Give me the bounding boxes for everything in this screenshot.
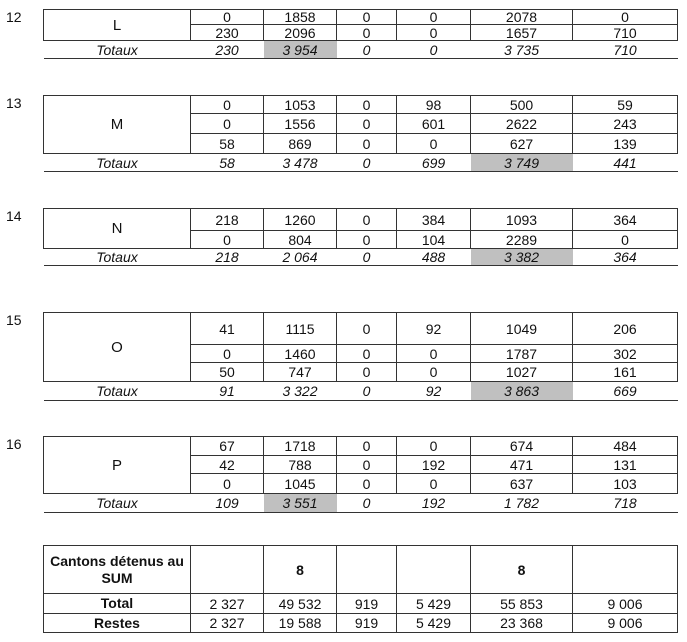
highlighted-total-cell: 3 863 xyxy=(471,382,573,401)
value-cell: 218 xyxy=(191,209,264,231)
totals-label: Totaux xyxy=(44,382,191,401)
total-cell: 364 xyxy=(573,249,678,266)
block-letter: N xyxy=(44,209,191,249)
total-cell: 0 xyxy=(337,494,397,513)
block-number: 15 xyxy=(6,312,22,328)
restes-value-cell: 9 006 xyxy=(573,614,678,633)
value-cell: 139 xyxy=(573,134,678,154)
value-cell: 1045 xyxy=(264,474,337,494)
value-cell: 869 xyxy=(264,134,337,154)
value-cell: 302 xyxy=(573,345,678,363)
table-row xyxy=(44,10,678,25)
cantons-row xyxy=(44,546,678,594)
value-cell: 0 xyxy=(573,231,678,249)
block-table xyxy=(43,436,678,513)
restes-value-cell: 2 327 xyxy=(191,614,264,633)
totals-row xyxy=(44,382,678,401)
block-letter: O xyxy=(44,313,191,382)
total-cell: 3 322 xyxy=(264,382,337,401)
row-label: Cantons détenus au SUM xyxy=(44,546,191,594)
value-cell: 0 xyxy=(191,345,264,363)
sum-marker-cell: 8 xyxy=(471,546,573,594)
value-cell: 1260 xyxy=(264,209,337,231)
total-value-cell: 2 327 xyxy=(191,594,264,614)
value-cell: 1787 xyxy=(471,345,573,363)
value-cell: 804 xyxy=(264,231,337,249)
total-cell: 58 xyxy=(191,154,264,172)
highlighted-total-cell: 3 954 xyxy=(264,41,337,59)
value-cell: 2096 xyxy=(264,25,337,41)
total-cell: 0 xyxy=(337,382,397,401)
total-cell: 0 xyxy=(337,41,397,59)
sum-marker-cell xyxy=(337,546,397,594)
value-cell: 0 xyxy=(397,345,471,363)
sum-marker-cell xyxy=(397,546,471,594)
total-row xyxy=(44,594,678,614)
value-cell: 710 xyxy=(573,25,678,41)
block-letter: P xyxy=(44,437,191,494)
restes-value-cell: 23 368 xyxy=(471,614,573,633)
total-cell: 109 xyxy=(191,494,264,513)
value-cell: 0 xyxy=(337,209,397,231)
value-cell: 0 xyxy=(191,474,264,494)
total-cell: 91 xyxy=(191,382,264,401)
value-cell: 674 xyxy=(471,437,573,456)
total-cell: 0 xyxy=(397,41,471,59)
sum-marker-cell xyxy=(573,546,678,594)
value-cell: 1053 xyxy=(264,96,337,114)
table-row xyxy=(44,437,678,456)
value-cell: 0 xyxy=(337,96,397,114)
restes-value-cell: 19 588 xyxy=(264,614,337,633)
total-cell: 230 xyxy=(191,41,264,59)
value-cell: 50 xyxy=(191,363,264,382)
value-cell: 364 xyxy=(573,209,678,231)
value-cell: 0 xyxy=(337,10,397,25)
total-cell: 718 xyxy=(573,494,678,513)
value-cell: 0 xyxy=(337,363,397,382)
value-cell: 1049 xyxy=(471,313,573,345)
value-cell: 0 xyxy=(337,437,397,456)
value-cell: 0 xyxy=(397,134,471,154)
value-cell: 0 xyxy=(337,231,397,249)
value-cell: 59 xyxy=(573,96,678,114)
block-table xyxy=(43,312,678,401)
total-cell: 699 xyxy=(397,154,471,172)
value-cell: 0 xyxy=(337,313,397,345)
value-cell: 0 xyxy=(397,363,471,382)
value-cell: 384 xyxy=(397,209,471,231)
value-cell: 0 xyxy=(191,231,264,249)
total-cell: 441 xyxy=(573,154,678,172)
value-cell: 0 xyxy=(337,345,397,363)
value-cell: 1115 xyxy=(264,313,337,345)
totals-label: Totaux xyxy=(44,41,191,59)
restes-value-cell: 919 xyxy=(337,614,397,633)
total-cell: 3 735 xyxy=(471,41,573,59)
value-cell: 747 xyxy=(264,363,337,382)
value-cell: 1858 xyxy=(264,10,337,25)
block-number: 12 xyxy=(6,9,22,25)
total-cell: 2 064 xyxy=(264,249,337,266)
value-cell: 471 xyxy=(471,456,573,474)
total-cell: 1 782 xyxy=(471,494,573,513)
total-value-cell: 9 006 xyxy=(573,594,678,614)
value-cell: 230 xyxy=(191,25,264,41)
value-cell: 0 xyxy=(337,456,397,474)
block-number: 13 xyxy=(6,95,22,111)
table-row xyxy=(44,96,678,114)
block-number: 14 xyxy=(6,208,22,224)
value-cell: 67 xyxy=(191,437,264,456)
total-cell: 488 xyxy=(397,249,471,266)
value-cell: 2622 xyxy=(471,114,573,134)
value-cell: 1460 xyxy=(264,345,337,363)
block-table xyxy=(43,95,678,172)
value-cell: 0 xyxy=(191,10,264,25)
totals-row xyxy=(44,41,678,59)
total-value-cell: 5 429 xyxy=(397,594,471,614)
table-row xyxy=(44,313,678,345)
totals-row xyxy=(44,249,678,266)
block-letter: M xyxy=(44,96,191,154)
value-cell: 1657 xyxy=(471,25,573,41)
totals-label: Totaux xyxy=(44,249,191,266)
highlighted-total-cell: 3 551 xyxy=(264,494,337,513)
total-cell: 0 xyxy=(337,249,397,266)
value-cell: 0 xyxy=(397,474,471,494)
block-letter: L xyxy=(44,10,191,41)
value-cell: 0 xyxy=(337,134,397,154)
total-value-cell: 49 532 xyxy=(264,594,337,614)
value-cell: 161 xyxy=(573,363,678,382)
highlighted-total-cell: 3 749 xyxy=(471,154,573,172)
value-cell: 42 xyxy=(191,456,264,474)
total-cell: 192 xyxy=(397,494,471,513)
value-cell: 601 xyxy=(397,114,471,134)
value-cell: 1093 xyxy=(471,209,573,231)
table-row xyxy=(44,209,678,231)
value-cell: 2289 xyxy=(471,231,573,249)
block-number: 16 xyxy=(6,436,22,452)
totals-label: Totaux xyxy=(44,154,191,172)
value-cell: 0 xyxy=(397,25,471,41)
value-cell: 500 xyxy=(471,96,573,114)
total-cell: 669 xyxy=(573,382,678,401)
value-cell: 92 xyxy=(397,313,471,345)
row-label: Total xyxy=(44,594,191,614)
value-cell: 98 xyxy=(397,96,471,114)
value-cell: 0 xyxy=(397,437,471,456)
value-cell: 0 xyxy=(397,10,471,25)
value-cell: 58 xyxy=(191,134,264,154)
value-cell: 41 xyxy=(191,313,264,345)
value-cell: 1556 xyxy=(264,114,337,134)
value-cell: 637 xyxy=(471,474,573,494)
value-cell: 103 xyxy=(573,474,678,494)
value-cell: 1718 xyxy=(264,437,337,456)
block-table xyxy=(43,9,678,59)
value-cell: 131 xyxy=(573,456,678,474)
value-cell: 243 xyxy=(573,114,678,134)
total-cell: 218 xyxy=(191,249,264,266)
value-cell: 2078 xyxy=(471,10,573,25)
sum-marker-cell xyxy=(191,546,264,594)
value-cell: 0 xyxy=(191,114,264,134)
value-cell: 0 xyxy=(337,474,397,494)
value-cell: 788 xyxy=(264,456,337,474)
value-cell: 0 xyxy=(337,25,397,41)
value-cell: 104 xyxy=(397,231,471,249)
totals-label: Totaux xyxy=(44,494,191,513)
block-table xyxy=(43,208,678,266)
value-cell: 192 xyxy=(397,456,471,474)
totals-row xyxy=(44,154,678,172)
restes-row xyxy=(44,614,678,633)
totals-row xyxy=(44,494,678,513)
total-cell: 92 xyxy=(397,382,471,401)
highlighted-total-cell: 3 382 xyxy=(471,249,573,266)
total-cell: 3 478 xyxy=(264,154,337,172)
total-value-cell: 55 853 xyxy=(471,594,573,614)
summary-table xyxy=(43,545,678,633)
value-cell: 1027 xyxy=(471,363,573,382)
sum-marker-cell: 8 xyxy=(264,546,337,594)
value-cell: 0 xyxy=(573,10,678,25)
total-cell: 710 xyxy=(573,41,678,59)
row-label: Restes xyxy=(44,614,191,633)
value-cell: 206 xyxy=(573,313,678,345)
total-value-cell: 919 xyxy=(337,594,397,614)
value-cell: 0 xyxy=(337,114,397,134)
value-cell: 484 xyxy=(573,437,678,456)
value-cell: 0 xyxy=(191,96,264,114)
value-cell: 627 xyxy=(471,134,573,154)
total-cell: 0 xyxy=(337,154,397,172)
restes-value-cell: 5 429 xyxy=(397,614,471,633)
